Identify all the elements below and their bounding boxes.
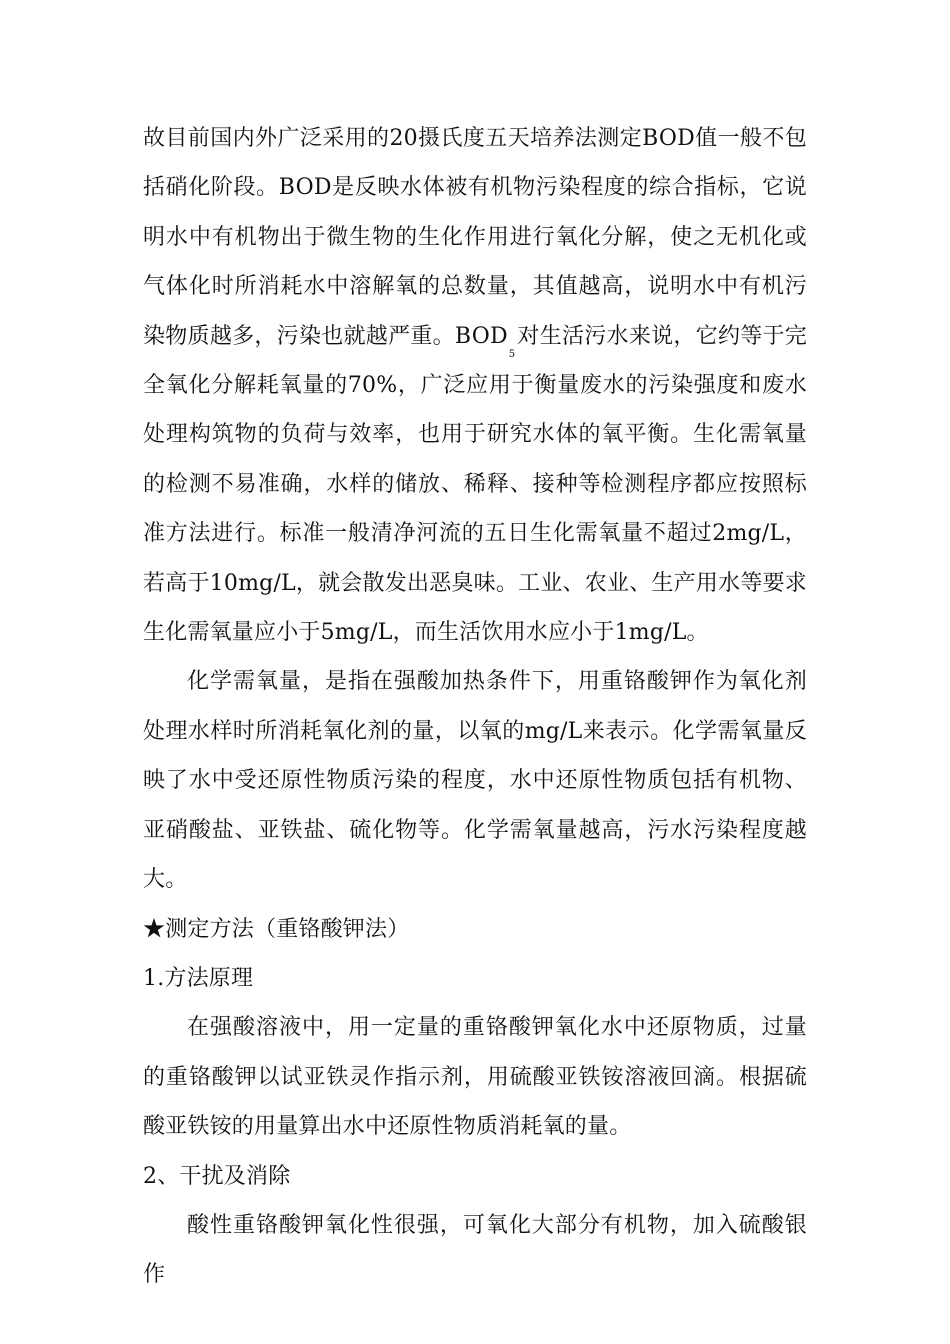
heading-interference: 2、干扰及消除 bbox=[143, 1163, 291, 1189]
paragraph-principle: 在强酸溶液中，用一定量的重铬酸钾氧化水中还原物质，过量的重铬酸钾以试亚铁灵作指示剂，用硫酸亚铁铵溶液回滴。根据硫酸亚铁铵的用量算出水中还原性物质消耗氧的量。 bbox=[143, 1015, 807, 1140]
heading-principle: 1.方法原理 bbox=[143, 965, 254, 991]
paragraph-bod bbox=[143, 114, 807, 657]
heading-method: ★测定方法（重铬酸钾法） bbox=[143, 916, 410, 942]
paragraph-bod-text-a: 故目前国内外广泛采用的20摄氏度五天培养法测定BOD值一般不包括硝化阶段。BOD是反映水体被有机物污染程度的综合指标，它说明水中有机物出于微生物的生化作用进行氧化分解，使之无机化或气体化时所消耗水中溶解氧的总数量，其值越高，说明水中有机污染物质越多，污染也就越严重。BOD bbox=[143, 126, 807, 349]
document-body bbox=[143, 114, 807, 1300]
bod-subscript: 5 bbox=[508, 348, 516, 360]
paragraph-bod-text-b: 对生活污水来说，它约等于完全氧化分解耗氧量的70%，广泛应用于衡量废水的污染强度和废水处理构筑物的负荷与效率，也用于研究水体的氧平衡。生化需氧量的检测不易准确，水样的储放、稀释、接种等检测程序都应按照标准方法进行。标准一般清净河流的五日生化需氧量不超过2mg/L，若高于10mg/L，就会散发出恶臭味。工业、农业、生产用水等要求生化需氧量应小于5mg/L，而生活饮用水应小于1mg/L。 bbox=[143, 323, 807, 646]
paragraph-cod: 化学需氧量，是指在强酸加热条件下，用重铬酸钾作为氧化剂处理水样时所消耗氧化剂的量，以氧的mg/L来表示。化学需氧量反映了水中受还原性物质污染的程度，水中还原性物质包括有机物、亚硝酸盐、亚铁盐、硫化物等。化学需氧量越高，污水污染程度越大。 bbox=[143, 669, 807, 893]
paragraph-interference: 酸性重铬酸钾氧化性很强，可氧化大部分有机物，加入硫酸银作 bbox=[143, 1212, 807, 1288]
